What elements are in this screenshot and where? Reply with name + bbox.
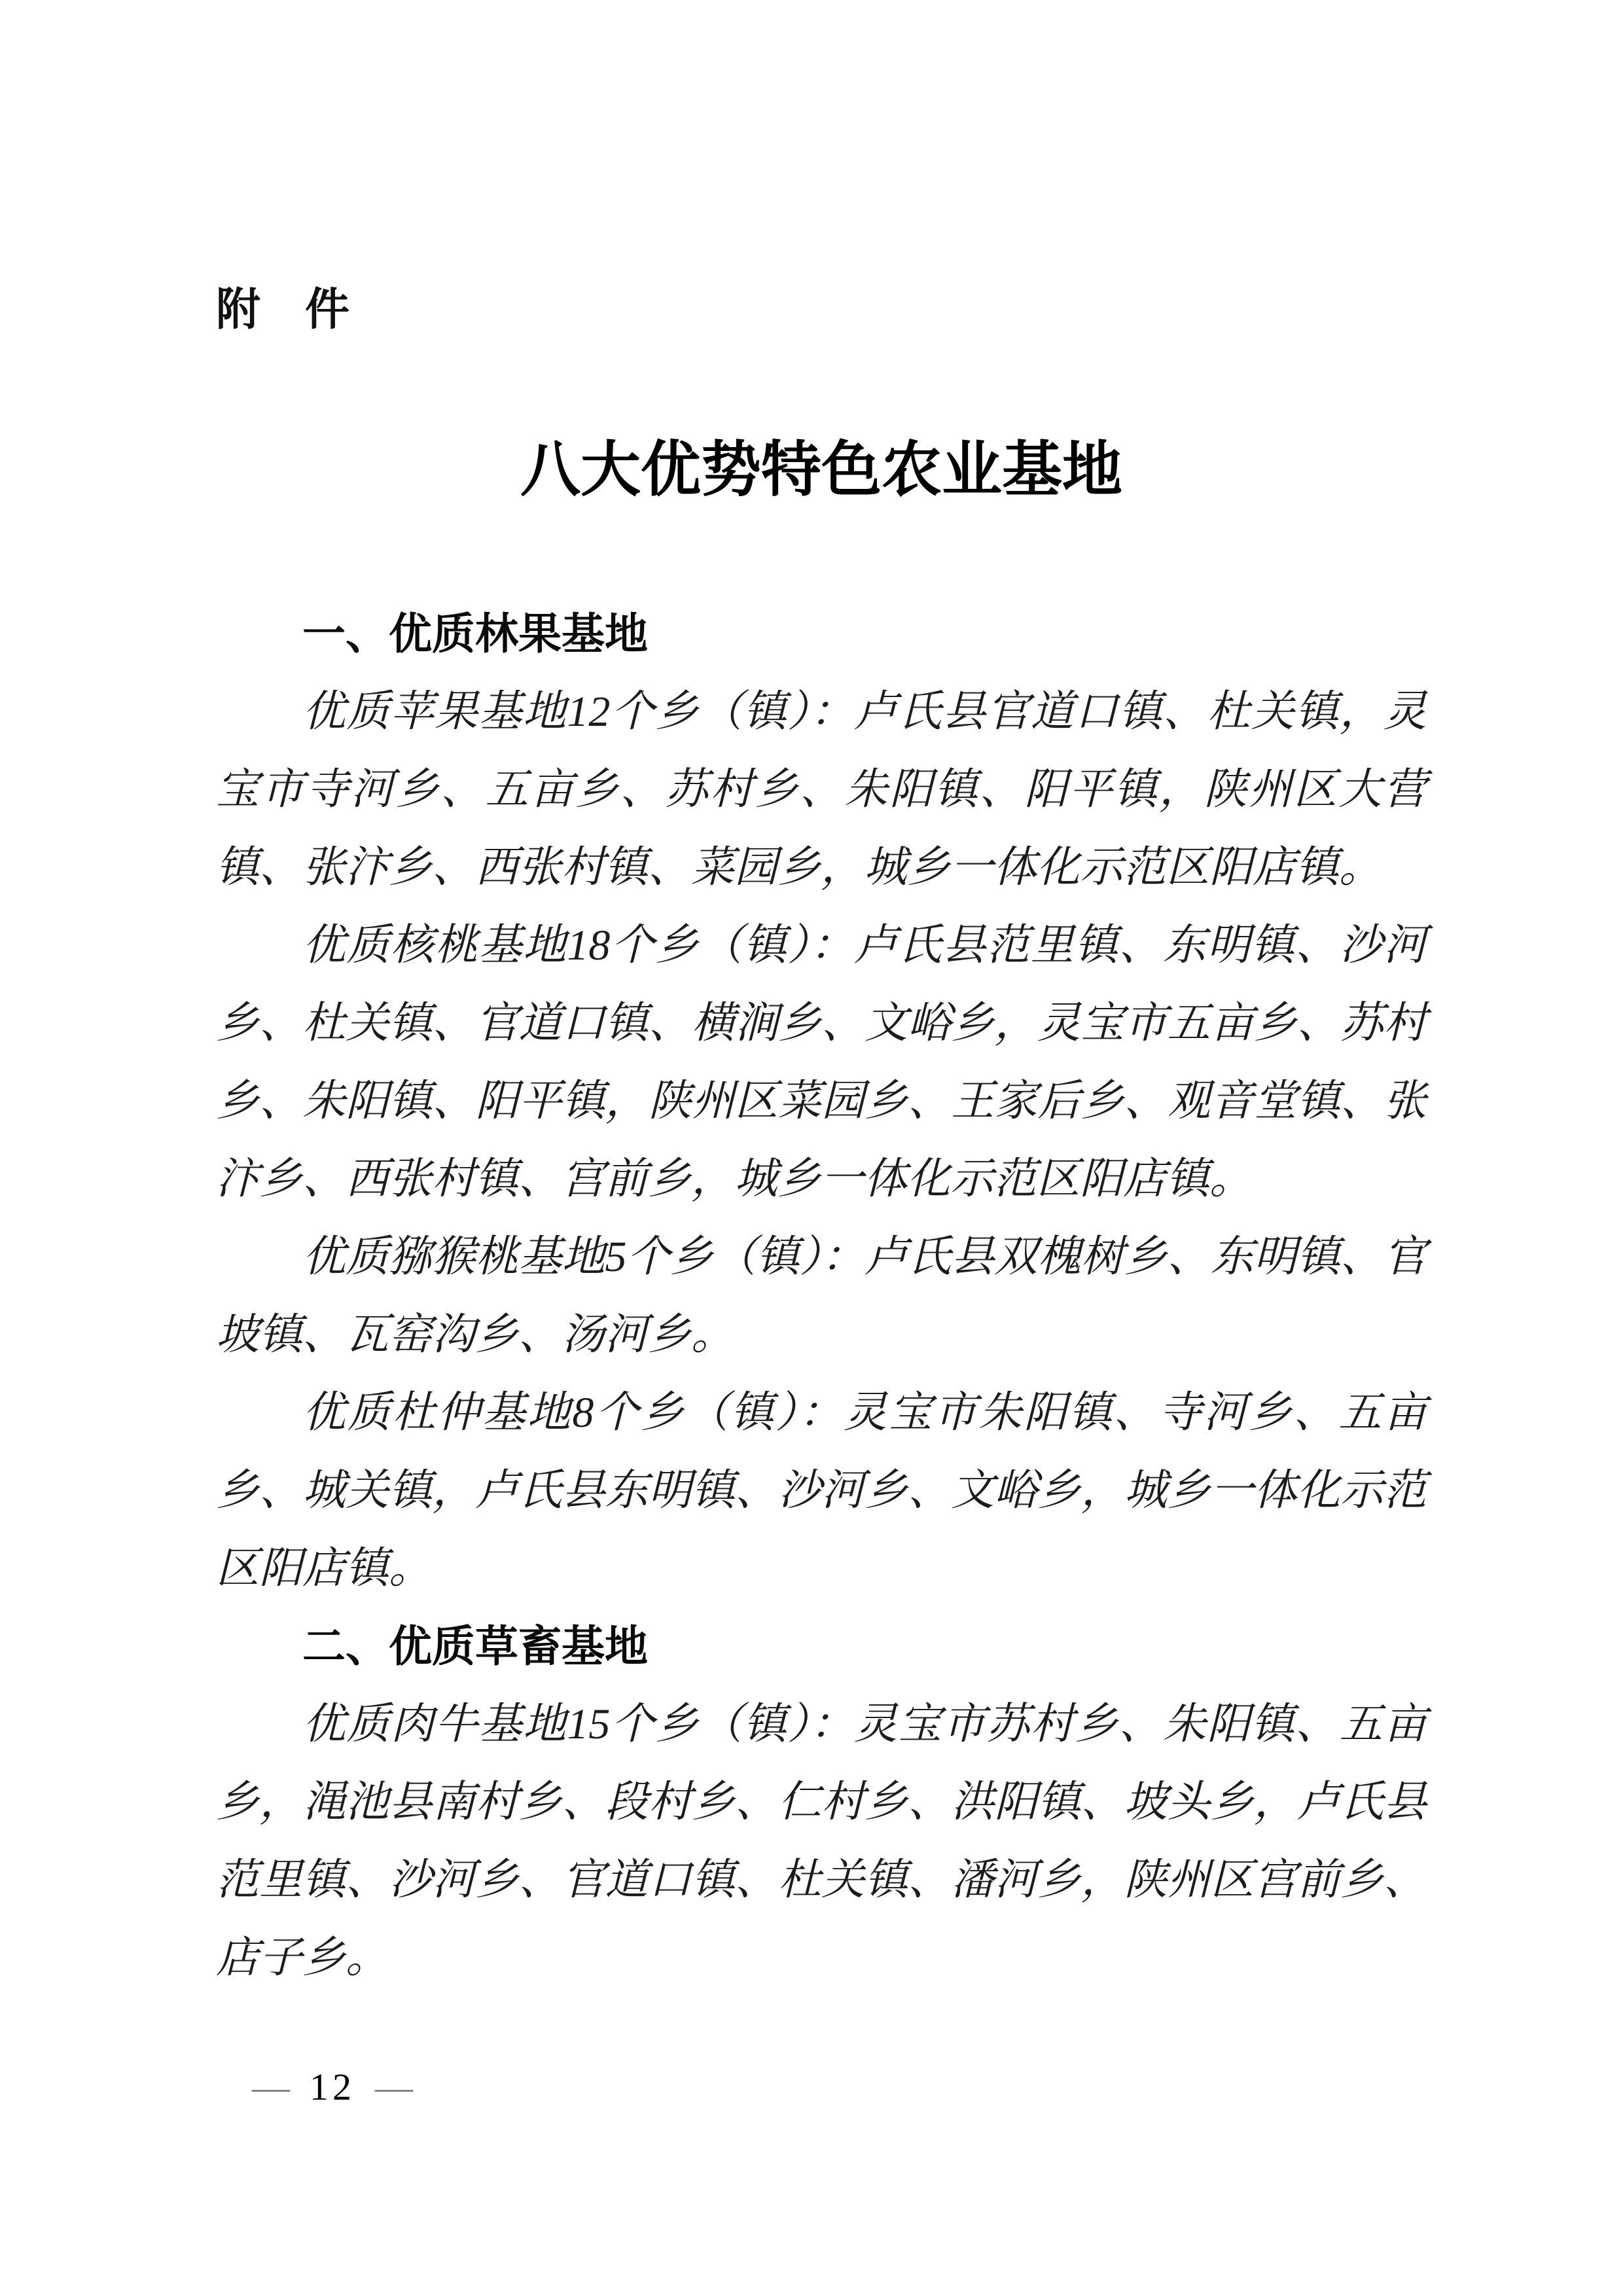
section-forest-fruit-base <box>216 595 1427 1607</box>
paragraph-eucommia-base: 优质杜仲基地8个乡（镇）：灵宝市朱阳镇、寺河乡、五亩乡、城关镇，卢氏县东明镇、沙河乡、文峪乡，城乡一体化示范区阳店镇。 <box>216 1389 1427 1592</box>
document-body <box>216 0 1427 1997</box>
page-footer <box>252 2067 413 2108</box>
section-heading-1: 一、优质林果基地 <box>302 609 648 658</box>
section-grass-livestock-base <box>216 1607 1427 1997</box>
paragraph-apple-base: 优质苹果基地12个乡（镇）：卢氏县官道口镇、杜关镇，灵宝市寺河乡、五亩乡、苏村乡、朱阳镇、阳平镇，陕州区大营镇、张汴乡、西张村镇、菜园乡，城乡一体化示范区阳店镇。 <box>216 688 1427 891</box>
page-number: 12 <box>310 2066 355 2108</box>
attachment-label: 附 件 <box>216 285 350 334</box>
page-number-dash-left: — <box>252 2066 290 2108</box>
page-number-dash-right: — <box>375 2066 413 2108</box>
paragraph-beef-cattle-base: 优质肉牛基地15个乡（镇）：灵宝市苏村乡、朱阳镇、五亩乡，渑池县南村乡、段村乡、仁村乡、洪阳镇、坡头乡，卢氏县范里镇、沙河乡、官道口镇、杜关镇、潘河乡，陕州区宫前乡、店子乡。 <box>216 1700 1427 1982</box>
document-title: 八大优势特色农业基地 <box>520 437 1122 503</box>
section-heading-2: 二、优质草畜基地 <box>302 1622 648 1670</box>
paragraph-walnut-base: 优质核桃基地18个乡（镇）：卢氏县范里镇、东明镇、沙河乡、杜关镇、官道口镇、横涧乡、文峪乡，灵宝市五亩乡、苏村乡、朱阳镇、阳平镇，陕州区菜园乡、王家后乡、观音堂镇、张汴乡、西张村镇、宫前乡，城乡一体化示范区阳店镇。 <box>216 922 1427 1203</box>
paragraph-kiwi-base: 优质猕猴桃基地5个乡（镇）：卢氏县双槐树乡、东明镇、官坡镇、瓦窑沟乡、汤河乡。 <box>216 1233 1427 1359</box>
